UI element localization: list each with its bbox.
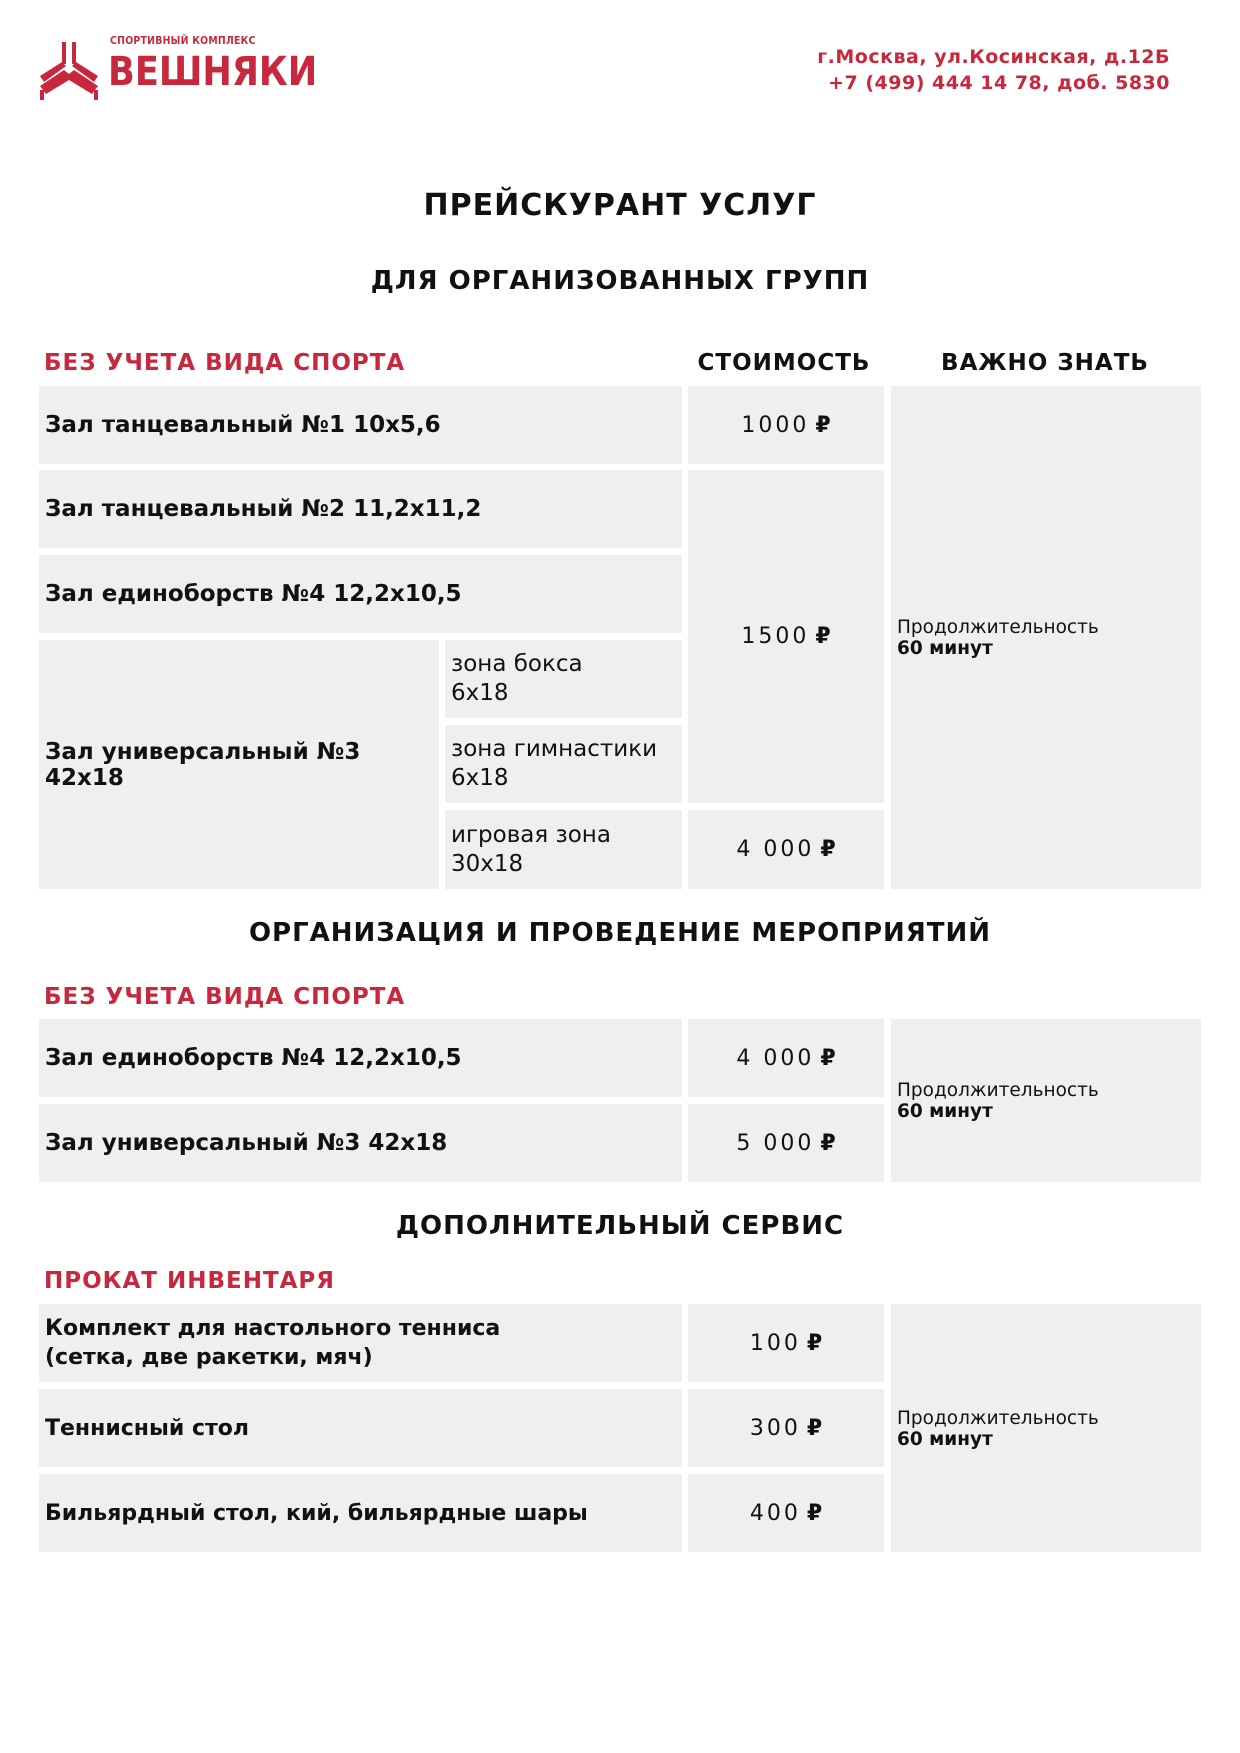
zone-game: игровая зона 30х18 bbox=[445, 810, 682, 889]
price-cell: 1000 ₽ bbox=[688, 386, 884, 464]
zone-gymnastics: зона гимнастики 6х18 bbox=[445, 725, 682, 803]
page-title: ПРЕЙСКУРАНТ УСЛУГ bbox=[423, 188, 817, 223]
ruble-icon: ₽ bbox=[806, 1330, 823, 1356]
section1-category: БЕЗ УЧЕТА ВИДА СПОРТА bbox=[44, 350, 406, 376]
ruble-icon: ₽ bbox=[820, 837, 836, 862]
table-row: Зал танцевальный №1 10х5,6 bbox=[39, 386, 682, 464]
note-cell: Продолжительность 60 минут bbox=[891, 1304, 1201, 1552]
contact-address: г.Москва, ул.Косинская, д.12Б bbox=[817, 46, 1170, 68]
table-row: Бильярдный стол, кий, бильярдные шары bbox=[39, 1474, 682, 1552]
price-cell: 5 000 ₽ bbox=[688, 1104, 884, 1182]
ruble-icon: ₽ bbox=[815, 412, 831, 438]
price-cell: 1500 ₽ bbox=[688, 470, 884, 803]
column-price-header: СТОИМОСТЬ bbox=[697, 350, 871, 376]
price-cell: 4 000 ₽ bbox=[688, 810, 884, 889]
price-cell: 300 ₽ bbox=[688, 1389, 884, 1467]
table-row: Теннисный стол bbox=[39, 1389, 682, 1467]
ruble-icon: ₽ bbox=[820, 1045, 836, 1071]
ruble-icon: ₽ bbox=[815, 624, 831, 649]
logo-mark-icon bbox=[40, 40, 98, 100]
price-cell: 4 000 ₽ bbox=[688, 1019, 884, 1097]
price-cell: 100 ₽ bbox=[688, 1304, 884, 1382]
zone-boxing: зона бокса 6х18 bbox=[445, 640, 682, 718]
ruble-icon: ₽ bbox=[806, 1500, 823, 1526]
price-cell: 400 ₽ bbox=[688, 1474, 884, 1552]
section3-heading: ДОПОЛНИТЕЛЬНЫЙ СЕРВИС bbox=[395, 1211, 845, 1241]
logo-name: ВЕШНЯКИ bbox=[108, 49, 318, 95]
note-cell: Продолжительность 60 минут bbox=[891, 386, 1201, 889]
table-row: Зал универсальный №3 42х18 bbox=[39, 1104, 682, 1182]
logo-caption: СПОРТИВНЫЙ КОМПЛЕКС bbox=[110, 34, 256, 47]
section2-category: БЕЗ УЧЕТА ВИДА СПОРТА bbox=[44, 984, 406, 1010]
table-row: Зал универсальный №3 42х18 bbox=[39, 640, 439, 889]
logo bbox=[40, 34, 318, 104]
table-row: Зал единоборств №4 12,2х10,5 bbox=[39, 1019, 682, 1097]
section2-heading: ОРГАНИЗАЦИЯ И ПРОВЕДЕНИЕ МЕРОПРИЯТИЙ bbox=[248, 918, 992, 948]
table-row: Зал танцевальный №2 11,2х11,2 bbox=[39, 470, 682, 548]
contact-phone[interactable]: +7 (499) 444 14 78, доб. 5830 bbox=[828, 72, 1170, 94]
table-row: Комплект для настольного тенниса (сетка, две ракетки, мяч) bbox=[39, 1304, 682, 1382]
note-cell: Продолжительность 60 минут bbox=[891, 1019, 1201, 1182]
section1-heading: ДЛЯ ОРГАНИЗОВАННЫХ ГРУПП bbox=[370, 266, 870, 296]
column-note-header: ВАЖНО ЗНАТЬ bbox=[941, 350, 1149, 376]
section3-category: ПРОКАТ ИНВЕНТАРЯ bbox=[44, 1268, 336, 1294]
ruble-icon: ₽ bbox=[820, 1130, 836, 1156]
ruble-icon: ₽ bbox=[806, 1415, 823, 1441]
table-row: Зал единоборств №4 12,2х10,5 bbox=[39, 555, 682, 633]
contacts bbox=[817, 44, 1170, 96]
